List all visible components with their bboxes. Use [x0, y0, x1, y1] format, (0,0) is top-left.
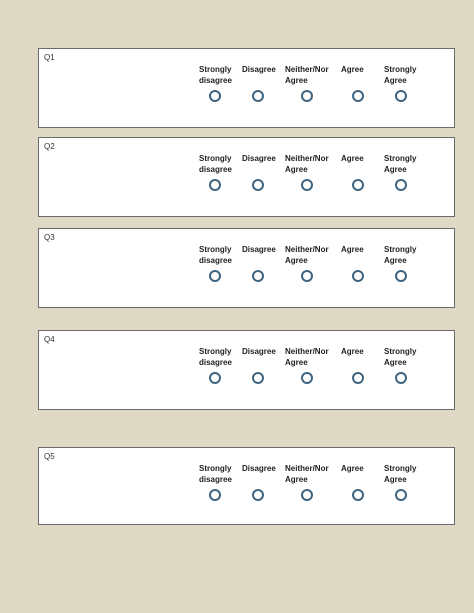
option-label-2	[242, 463, 276, 474]
radio-button-2[interactable]	[252, 179, 264, 191]
option-label-line1: Neither/Nor	[285, 154, 329, 163]
option-label-3	[285, 64, 329, 86]
radio-button-5[interactable]	[395, 90, 407, 102]
option-label-1	[199, 346, 232, 368]
option-label-line1: Neither/Nor	[285, 245, 329, 254]
question-label: Q3	[44, 233, 55, 242]
option-label-line2: Agree	[285, 76, 308, 85]
option-label-line1: Strongly	[384, 464, 417, 473]
option-label-2	[242, 64, 276, 75]
radio-button-5[interactable]	[395, 489, 407, 501]
radio-button-4[interactable]	[352, 90, 364, 102]
radio-button-2[interactable]	[252, 372, 264, 384]
option-label-line1: Strongly	[384, 65, 417, 74]
option-label-1	[199, 244, 232, 266]
radio-button-4[interactable]	[352, 489, 364, 501]
option-label-line1: Strongly	[199, 464, 232, 473]
radio-button-4[interactable]	[352, 372, 364, 384]
option-label-line1: Agree	[341, 154, 364, 163]
question-card-1	[38, 48, 455, 128]
option-label-line1: Strongly	[384, 347, 417, 356]
option-label-line1: Strongly	[199, 347, 232, 356]
option-label-line1: Agree	[341, 245, 364, 254]
option-label-line2: disagree	[199, 165, 232, 174]
option-label-line1: Strongly	[199, 65, 232, 74]
question-label: Q5	[44, 452, 55, 461]
option-label-4	[341, 64, 364, 75]
option-label-line1: Strongly	[384, 245, 417, 254]
option-label-line2: Agree	[384, 475, 407, 484]
radio-button-4[interactable]	[352, 179, 364, 191]
option-label-line1: Disagree	[242, 245, 276, 254]
option-label-line2: disagree	[199, 76, 232, 85]
radio-button-5[interactable]	[395, 372, 407, 384]
option-label-line1: Disagree	[242, 65, 276, 74]
radio-button-1[interactable]	[209, 489, 221, 501]
option-label-line2: Agree	[384, 165, 407, 174]
radio-button-1[interactable]	[209, 270, 221, 282]
option-label-4	[341, 244, 364, 255]
option-label-4	[341, 463, 364, 474]
option-label-2	[242, 244, 276, 255]
option-label-line2: Agree	[384, 76, 407, 85]
option-label-line2: Agree	[384, 358, 407, 367]
option-label-1	[199, 64, 232, 86]
option-label-line1: Neither/Nor	[285, 65, 329, 74]
option-label-1	[199, 463, 232, 485]
option-label-line1: Strongly	[199, 154, 232, 163]
option-label-3	[285, 153, 329, 175]
option-label-line2: Agree	[285, 165, 308, 174]
option-label-3	[285, 463, 329, 485]
question-label: Q4	[44, 335, 55, 344]
radio-button-2[interactable]	[252, 270, 264, 282]
option-label-line1: Neither/Nor	[285, 347, 329, 356]
option-label-3	[285, 346, 329, 368]
question-card-5	[38, 447, 455, 525]
radio-button-1[interactable]	[209, 90, 221, 102]
option-label-4	[341, 153, 364, 164]
option-label-1	[199, 153, 232, 175]
option-label-line1: Strongly	[384, 154, 417, 163]
radio-button-3[interactable]	[301, 372, 313, 384]
question-card-2	[38, 137, 455, 217]
option-label-5	[384, 153, 416, 175]
question-label: Q1	[44, 53, 55, 62]
option-label-5	[384, 346, 416, 368]
radio-button-1[interactable]	[209, 372, 221, 384]
radio-button-5[interactable]	[395, 270, 407, 282]
radio-button-1[interactable]	[209, 179, 221, 191]
question-card-4	[38, 330, 455, 410]
option-label-line1: Disagree	[242, 464, 276, 473]
option-label-line1: Agree	[341, 347, 364, 356]
option-label-line2: Agree	[384, 256, 407, 265]
option-label-5	[384, 64, 416, 86]
option-label-4	[341, 346, 364, 357]
option-label-3	[285, 244, 329, 266]
option-label-5	[384, 463, 416, 485]
option-label-line1: Disagree	[242, 347, 276, 356]
option-label-line1: Disagree	[242, 154, 276, 163]
option-label-line1: Neither/Nor	[285, 464, 329, 473]
radio-button-3[interactable]	[301, 489, 313, 501]
option-label-line1: Agree	[341, 65, 364, 74]
option-label-line2: disagree	[199, 358, 232, 367]
option-label-line2: disagree	[199, 256, 232, 265]
radio-button-3[interactable]	[301, 90, 313, 102]
radio-button-5[interactable]	[395, 179, 407, 191]
question-label: Q2	[44, 142, 55, 151]
radio-button-4[interactable]	[352, 270, 364, 282]
radio-button-3[interactable]	[301, 270, 313, 282]
option-label-line2: disagree	[199, 475, 232, 484]
option-label-5	[384, 244, 416, 266]
option-label-2	[242, 346, 276, 357]
radio-button-3[interactable]	[301, 179, 313, 191]
option-label-line1: Agree	[341, 464, 364, 473]
option-label-line2: Agree	[285, 256, 308, 265]
option-label-line2: Agree	[285, 475, 308, 484]
radio-button-2[interactable]	[252, 489, 264, 501]
option-label-line2: Agree	[285, 358, 308, 367]
option-label-line1: Strongly	[199, 245, 232, 254]
radio-button-2[interactable]	[252, 90, 264, 102]
option-label-2	[242, 153, 276, 164]
question-card-3	[38, 228, 455, 308]
